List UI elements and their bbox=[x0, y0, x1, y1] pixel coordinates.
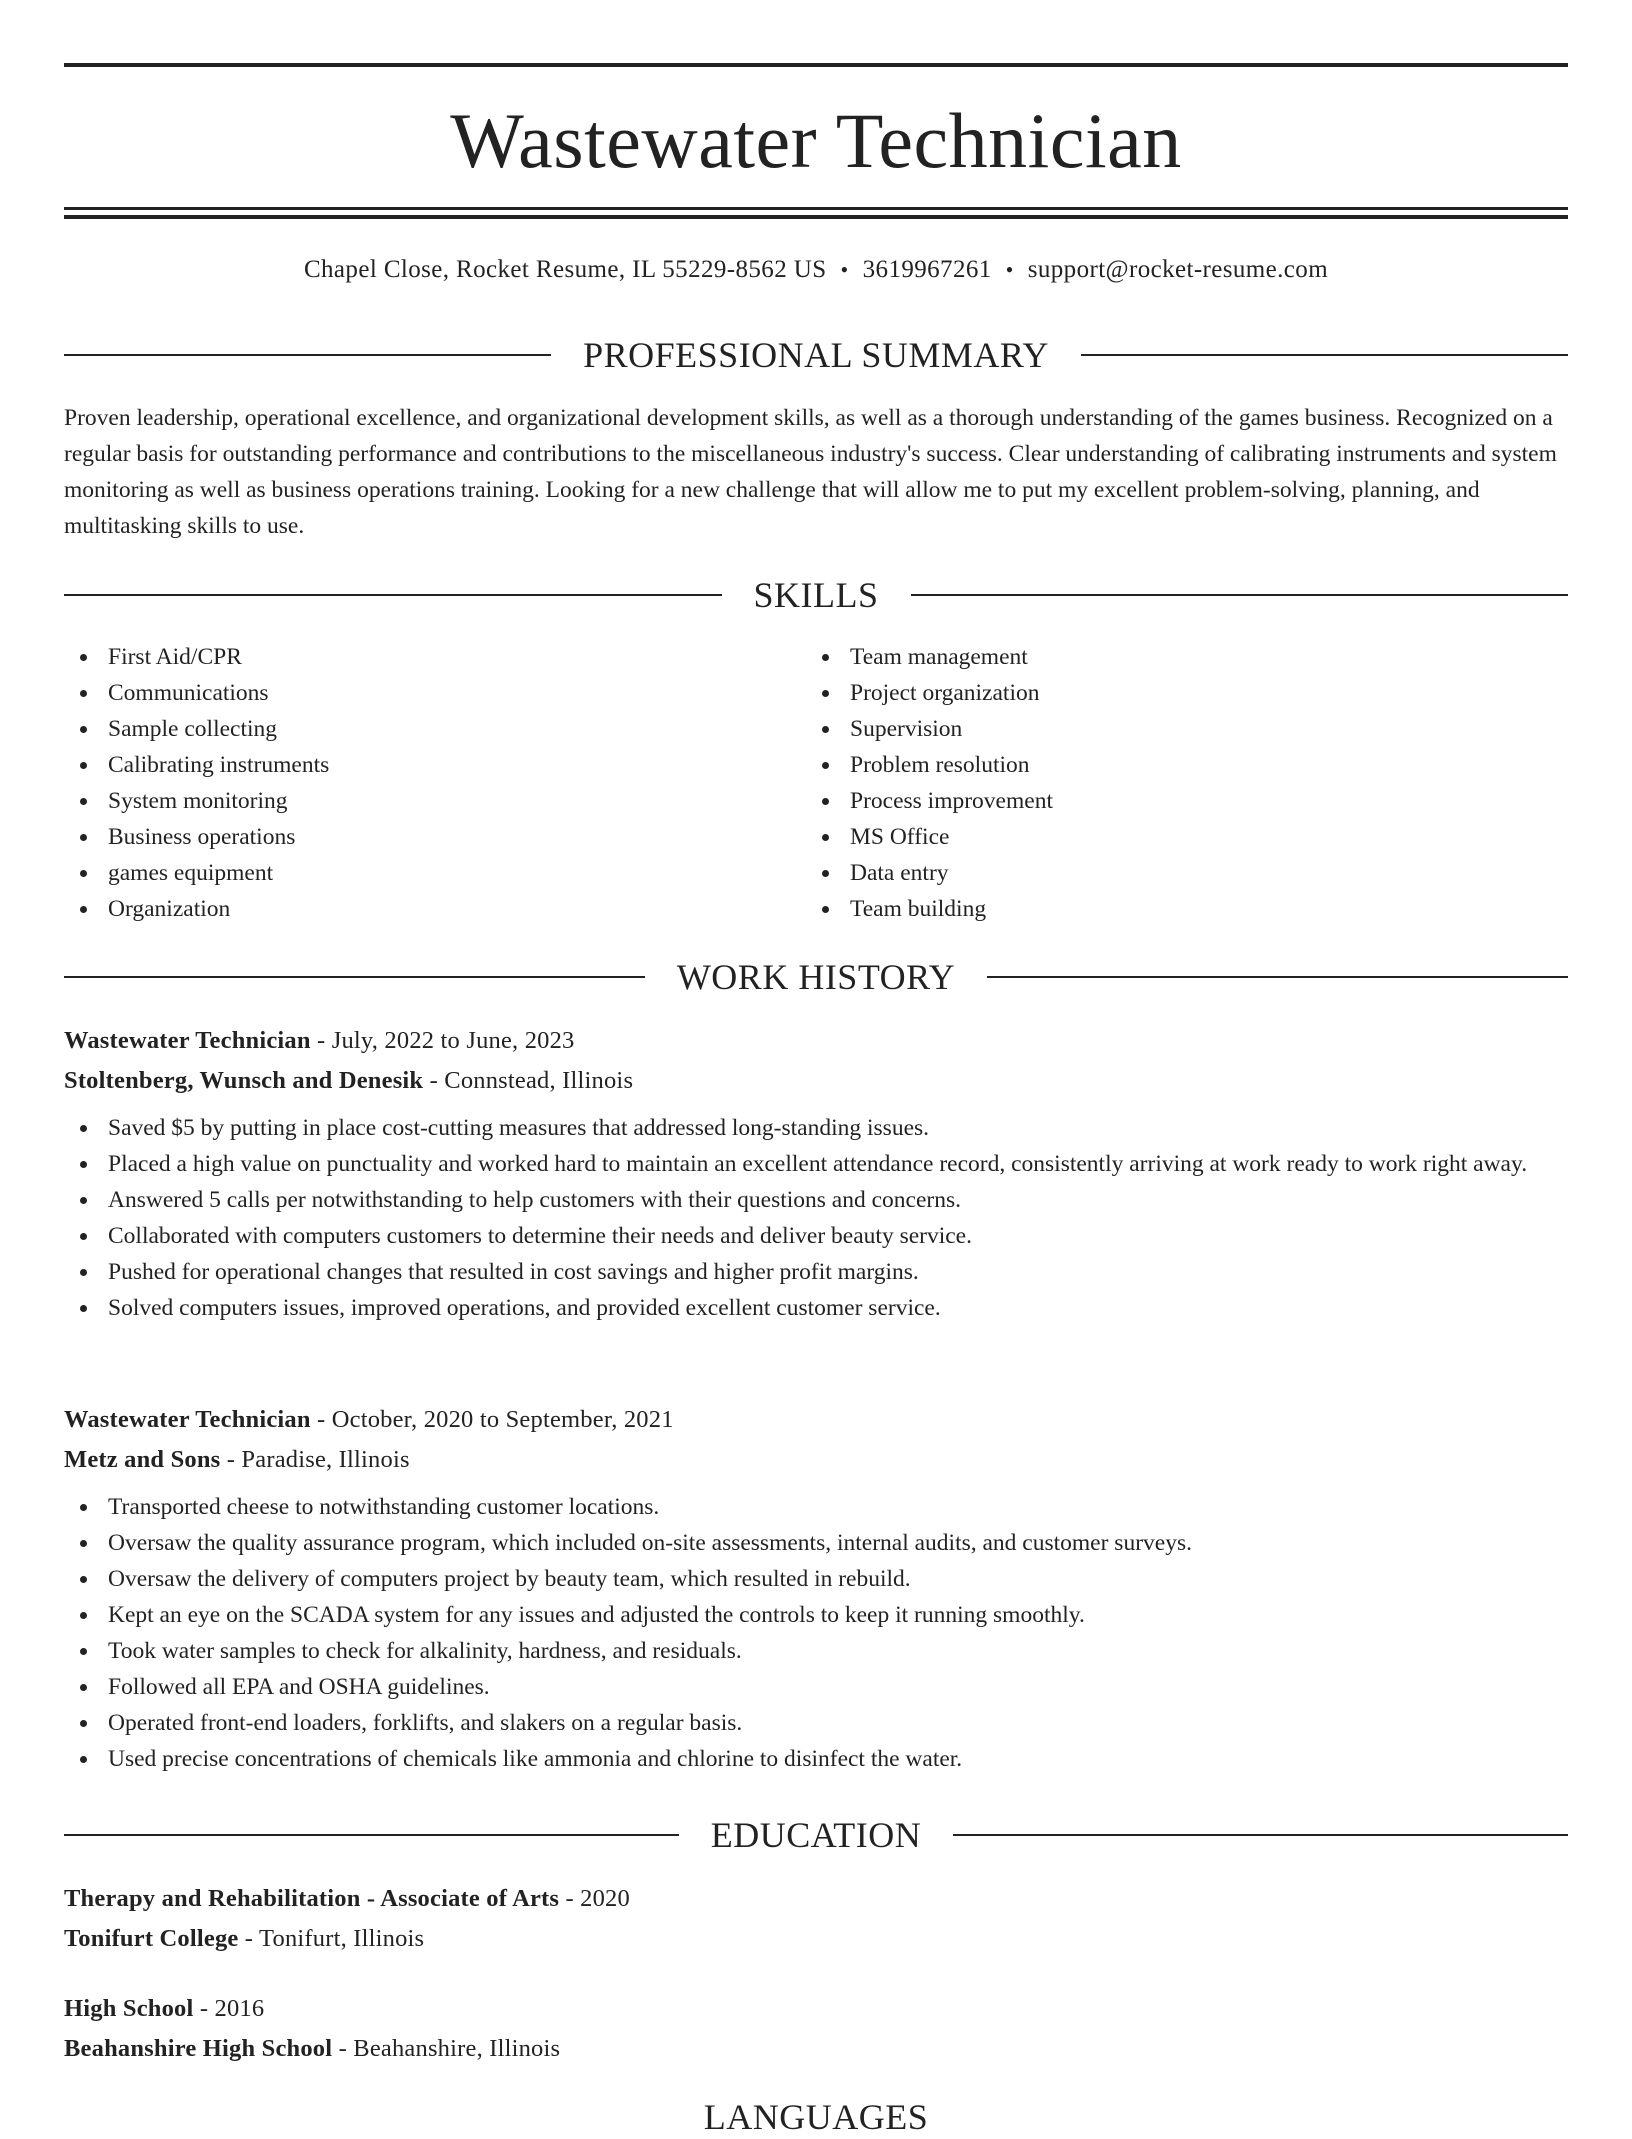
job-title-line bbox=[64, 1025, 1568, 1057]
skill-item: Team building bbox=[806, 891, 1506, 927]
job-title-line bbox=[64, 1404, 1568, 1436]
skill-item: System monitoring bbox=[64, 783, 764, 819]
section-heading-languages bbox=[0, 2095, 1632, 2139]
education-degree-line bbox=[64, 1883, 1568, 1915]
skill-item: Communications bbox=[64, 675, 764, 711]
job-bullet: Transported cheese to notwithstanding customer locations. bbox=[64, 1489, 1568, 1525]
top-rule bbox=[64, 63, 1568, 67]
education-entry bbox=[64, 1883, 1568, 1955]
skill-item: Process improvement bbox=[806, 783, 1506, 819]
job-bullet: Solved computers issues, improved operations, and provided excellent customer service. bbox=[64, 1290, 1568, 1326]
skill-item: games equipment bbox=[64, 855, 764, 891]
skill-item: Data entry bbox=[806, 855, 1506, 891]
section-title: EDUCATION bbox=[710, 1815, 922, 1855]
education-year: - 2016 bbox=[193, 1995, 265, 2022]
job-bullet: Used precise concentrations of chemicals like ammonia and chlorine to disinfect the water. bbox=[64, 1741, 1568, 1777]
job-bullet: Kept an eye on the SCADA system for any issues and adjusted the controls to keep it running smoothly. bbox=[64, 1597, 1568, 1633]
education-degree: Therapy and Rehabilitation - Associate of Arts bbox=[64, 1885, 560, 1912]
heading-rule bbox=[987, 976, 1568, 978]
job-bullet: Took water samples to check for alkalinity, hardness, and residuals. bbox=[64, 1633, 1568, 1669]
summary-text: Proven leadership, operational excellence, and organizational development skills, as well as a thorough understanding of the games business. Recognized on a regular basis for outstanding performance and contributions to the miscellaneous industry's success. Clear understanding of calibrating instruments and system monitoring as well as business operations training. Looking for a new challenge that will allow me to put my excellent problem-solving, planning, and multitasking skills to use. bbox=[64, 405, 1557, 539]
section-heading-education bbox=[64, 1813, 1568, 1857]
job-entry bbox=[64, 1404, 1568, 1777]
contact-email[interactable]: support@rocket-resume.com bbox=[1027, 256, 1329, 283]
job-bullet: Followed all EPA and OSHA guidelines. bbox=[64, 1669, 1568, 1705]
contact-line bbox=[0, 254, 1632, 286]
heading-rule bbox=[64, 354, 551, 356]
job-company: Stoltenberg, Wunsch and Denesik bbox=[64, 1067, 424, 1094]
job-bullets bbox=[64, 1489, 1568, 1777]
job-bullet: Pushed for operational changes that resulted in cost savings and higher profit margins. bbox=[64, 1254, 1568, 1290]
education-entry bbox=[64, 1993, 1568, 2065]
skill-item: Problem resolution bbox=[806, 747, 1506, 783]
job-location: - Connstead, Illinois bbox=[423, 1067, 634, 1094]
job-bullet: Operated front-end loaders, forklifts, and slakers on a regular basis. bbox=[64, 1705, 1568, 1741]
education-degree: High School bbox=[64, 1995, 194, 2022]
skill-item: MS Office bbox=[806, 819, 1506, 855]
contact-phone: 3619967261 bbox=[862, 256, 992, 283]
heading-rule bbox=[911, 594, 1569, 596]
heading-rule bbox=[64, 976, 645, 978]
skill-item: First Aid/CPR bbox=[64, 639, 764, 675]
skills-list-left bbox=[64, 639, 764, 927]
skill-item: Sample collecting bbox=[64, 711, 764, 747]
job-entry bbox=[64, 1025, 1568, 1326]
skill-item: Team management bbox=[806, 639, 1506, 675]
education-year: - 2020 bbox=[559, 1885, 630, 1912]
education-school-line bbox=[64, 1923, 1568, 1955]
education-location: - Tonifurt, Illinois bbox=[238, 1925, 425, 1952]
section-heading-summary bbox=[64, 333, 1568, 377]
skill-item: Organization bbox=[64, 891, 764, 927]
job-dates: - July, 2022 to June, 2023 bbox=[310, 1027, 575, 1054]
resume-title: Wastewater Technician bbox=[450, 97, 1182, 184]
education-school: Beahanshire High School bbox=[64, 2035, 333, 2062]
job-bullet: Answered 5 calls per notwithstanding to help customers with their questions and concerns. bbox=[64, 1182, 1568, 1218]
education-school: Tonifurt College bbox=[64, 1925, 239, 1952]
section-heading-skills bbox=[64, 573, 1568, 617]
job-bullets bbox=[64, 1110, 1568, 1326]
job-company-line bbox=[64, 1444, 1568, 1476]
heading-rule bbox=[1081, 354, 1568, 356]
heading-rule bbox=[953, 1834, 1568, 1836]
section-title: LANGUAGES bbox=[703, 2097, 929, 2137]
section-title: WORK HISTORY bbox=[676, 957, 956, 997]
heading-rule bbox=[64, 594, 722, 596]
contact-separator: • bbox=[840, 257, 849, 282]
skill-item: Project organization bbox=[806, 675, 1506, 711]
title-rule-upper bbox=[64, 207, 1568, 210]
job-bullet: Oversaw the quality assurance program, which included on-site assessments, internal audits, and customer surveys. bbox=[64, 1525, 1568, 1561]
job-bullet: Placed a high value on punctuality and worked hard to maintain an excellent attendance record, consistently arriving at work ready to work right away. bbox=[64, 1146, 1568, 1182]
job-bullet: Saved $5 by putting in place cost-cutting measures that addressed long-standing issues. bbox=[64, 1110, 1568, 1146]
section-heading-work bbox=[64, 955, 1568, 999]
job-bullet: Oversaw the delivery of computers project by beauty team, which resulted in rebuild. bbox=[64, 1561, 1568, 1597]
education-degree-line bbox=[64, 1993, 1568, 2025]
job-company: Metz and Sons bbox=[64, 1446, 221, 1473]
job-title: Wastewater Technician bbox=[64, 1027, 311, 1054]
title-rule-lower bbox=[64, 215, 1568, 219]
section-title: SKILLS bbox=[753, 575, 879, 615]
job-bullet: Collaborated with computers customers to determine their needs and deliver beauty service. bbox=[64, 1218, 1568, 1254]
skill-item: Calibrating instruments bbox=[64, 747, 764, 783]
heading-rule bbox=[64, 1834, 679, 1836]
contact-address: Chapel Close, Rocket Resume, IL 55229-8562 US bbox=[303, 256, 827, 283]
job-company-line bbox=[64, 1065, 1568, 1097]
job-title: Wastewater Technician bbox=[64, 1406, 311, 1433]
skill-item: Business operations bbox=[64, 819, 764, 855]
section-title: PROFESSIONAL SUMMARY bbox=[583, 335, 1049, 375]
job-dates: - October, 2020 to September, 2021 bbox=[310, 1406, 674, 1433]
skills-list-right bbox=[806, 639, 1506, 927]
education-location: - Beahanshire, Illinois bbox=[332, 2035, 561, 2062]
education-school-line bbox=[64, 2033, 1568, 2065]
contact-separator: • bbox=[1005, 257, 1014, 282]
skill-item: Supervision bbox=[806, 711, 1506, 747]
job-location: - Paradise, Illinois bbox=[220, 1446, 410, 1473]
